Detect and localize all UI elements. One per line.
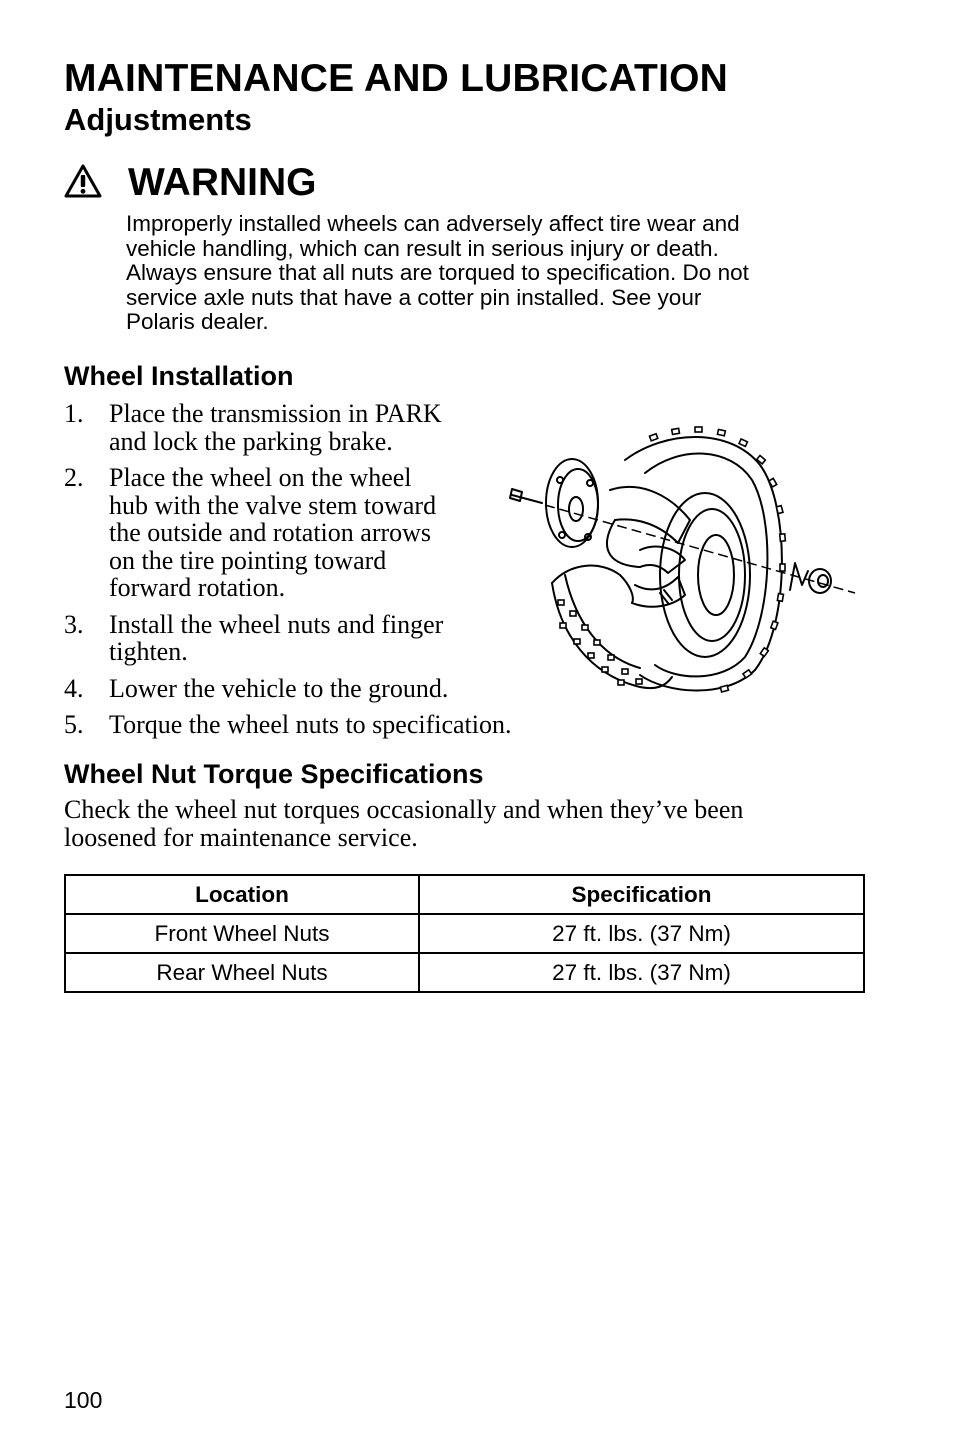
location-cell: Rear Wheel Nuts xyxy=(65,953,419,992)
installation-steps-list xyxy=(64,400,564,748)
step-text: Torque the wheel nuts to specification. xyxy=(109,710,512,740)
step-number: 5. xyxy=(64,710,84,740)
warning-title: WARNING xyxy=(128,161,317,204)
step-text: Place the wheel on the wheel xyxy=(109,462,412,492)
specification-cell: 27 ft. lbs. (37 Nm) xyxy=(419,914,864,953)
location-cell: Front Wheel Nuts xyxy=(65,914,419,953)
torque-intro-paragraph xyxy=(64,796,884,852)
step-item xyxy=(64,675,564,703)
warning-line: Improperly installed wheels can adversely affect tire wear and xyxy=(126,211,740,236)
step-number: 4. xyxy=(64,673,84,703)
step-item xyxy=(64,611,564,666)
page-number: 100 xyxy=(64,1387,103,1413)
table-row xyxy=(65,914,864,953)
table-row xyxy=(65,953,864,992)
warning-line: vehicle handling, which can result in serious injury or death. xyxy=(126,235,719,261)
step-number: 3. xyxy=(64,609,84,639)
table-header-row xyxy=(65,875,864,914)
warning-text xyxy=(126,212,866,335)
warning-triangle-icon xyxy=(64,164,102,198)
step-item xyxy=(64,711,564,739)
step-number: 1. xyxy=(64,399,84,428)
wheel-installation-heading: Wheel Installation xyxy=(64,361,294,391)
step-number: 2. xyxy=(64,462,84,492)
column-header-location: Location xyxy=(65,875,419,914)
specification-cell: 27 ft. lbs. (37 Nm) xyxy=(419,953,864,992)
chapter-title: MAINTENANCE AND LUBRICATION xyxy=(64,57,729,100)
step-text: tighten. xyxy=(109,637,188,667)
warning-line: Polaris dealer. xyxy=(126,309,269,334)
step-text: forward rotation. xyxy=(109,573,286,603)
warning-line: service axle nuts that have a cotter pin installed. See your xyxy=(126,284,702,310)
step-item xyxy=(64,400,564,455)
step-text: hub with the valve stem toward xyxy=(109,490,437,520)
step-text: Place the transmission in PARK xyxy=(109,399,442,428)
step-item xyxy=(64,464,564,602)
step-text: and lock the parking brake. xyxy=(109,426,393,456)
section-title: Adjustments xyxy=(64,102,252,137)
torque-spec-table xyxy=(64,874,865,993)
warning-line: Always ensure that all nuts are torqued to specification. Do not xyxy=(126,260,749,285)
step-text: on the tire pointing toward xyxy=(109,545,387,575)
step-text: the outside and rotation arrows xyxy=(109,518,432,548)
intro-line: loosened for maintenance service. xyxy=(64,823,418,852)
wheel-assembly-illustration xyxy=(490,425,860,700)
torque-specs-heading: Wheel Nut Torque Specifications xyxy=(64,759,484,789)
step-text: Lower the vehicle to the ground. xyxy=(109,673,449,703)
step-text: Install the wheel nuts and finger xyxy=(109,609,444,639)
intro-line: Check the wheel nut torques occasionally and when they’ve been xyxy=(64,795,744,824)
column-header-specification: Specification xyxy=(419,875,864,914)
